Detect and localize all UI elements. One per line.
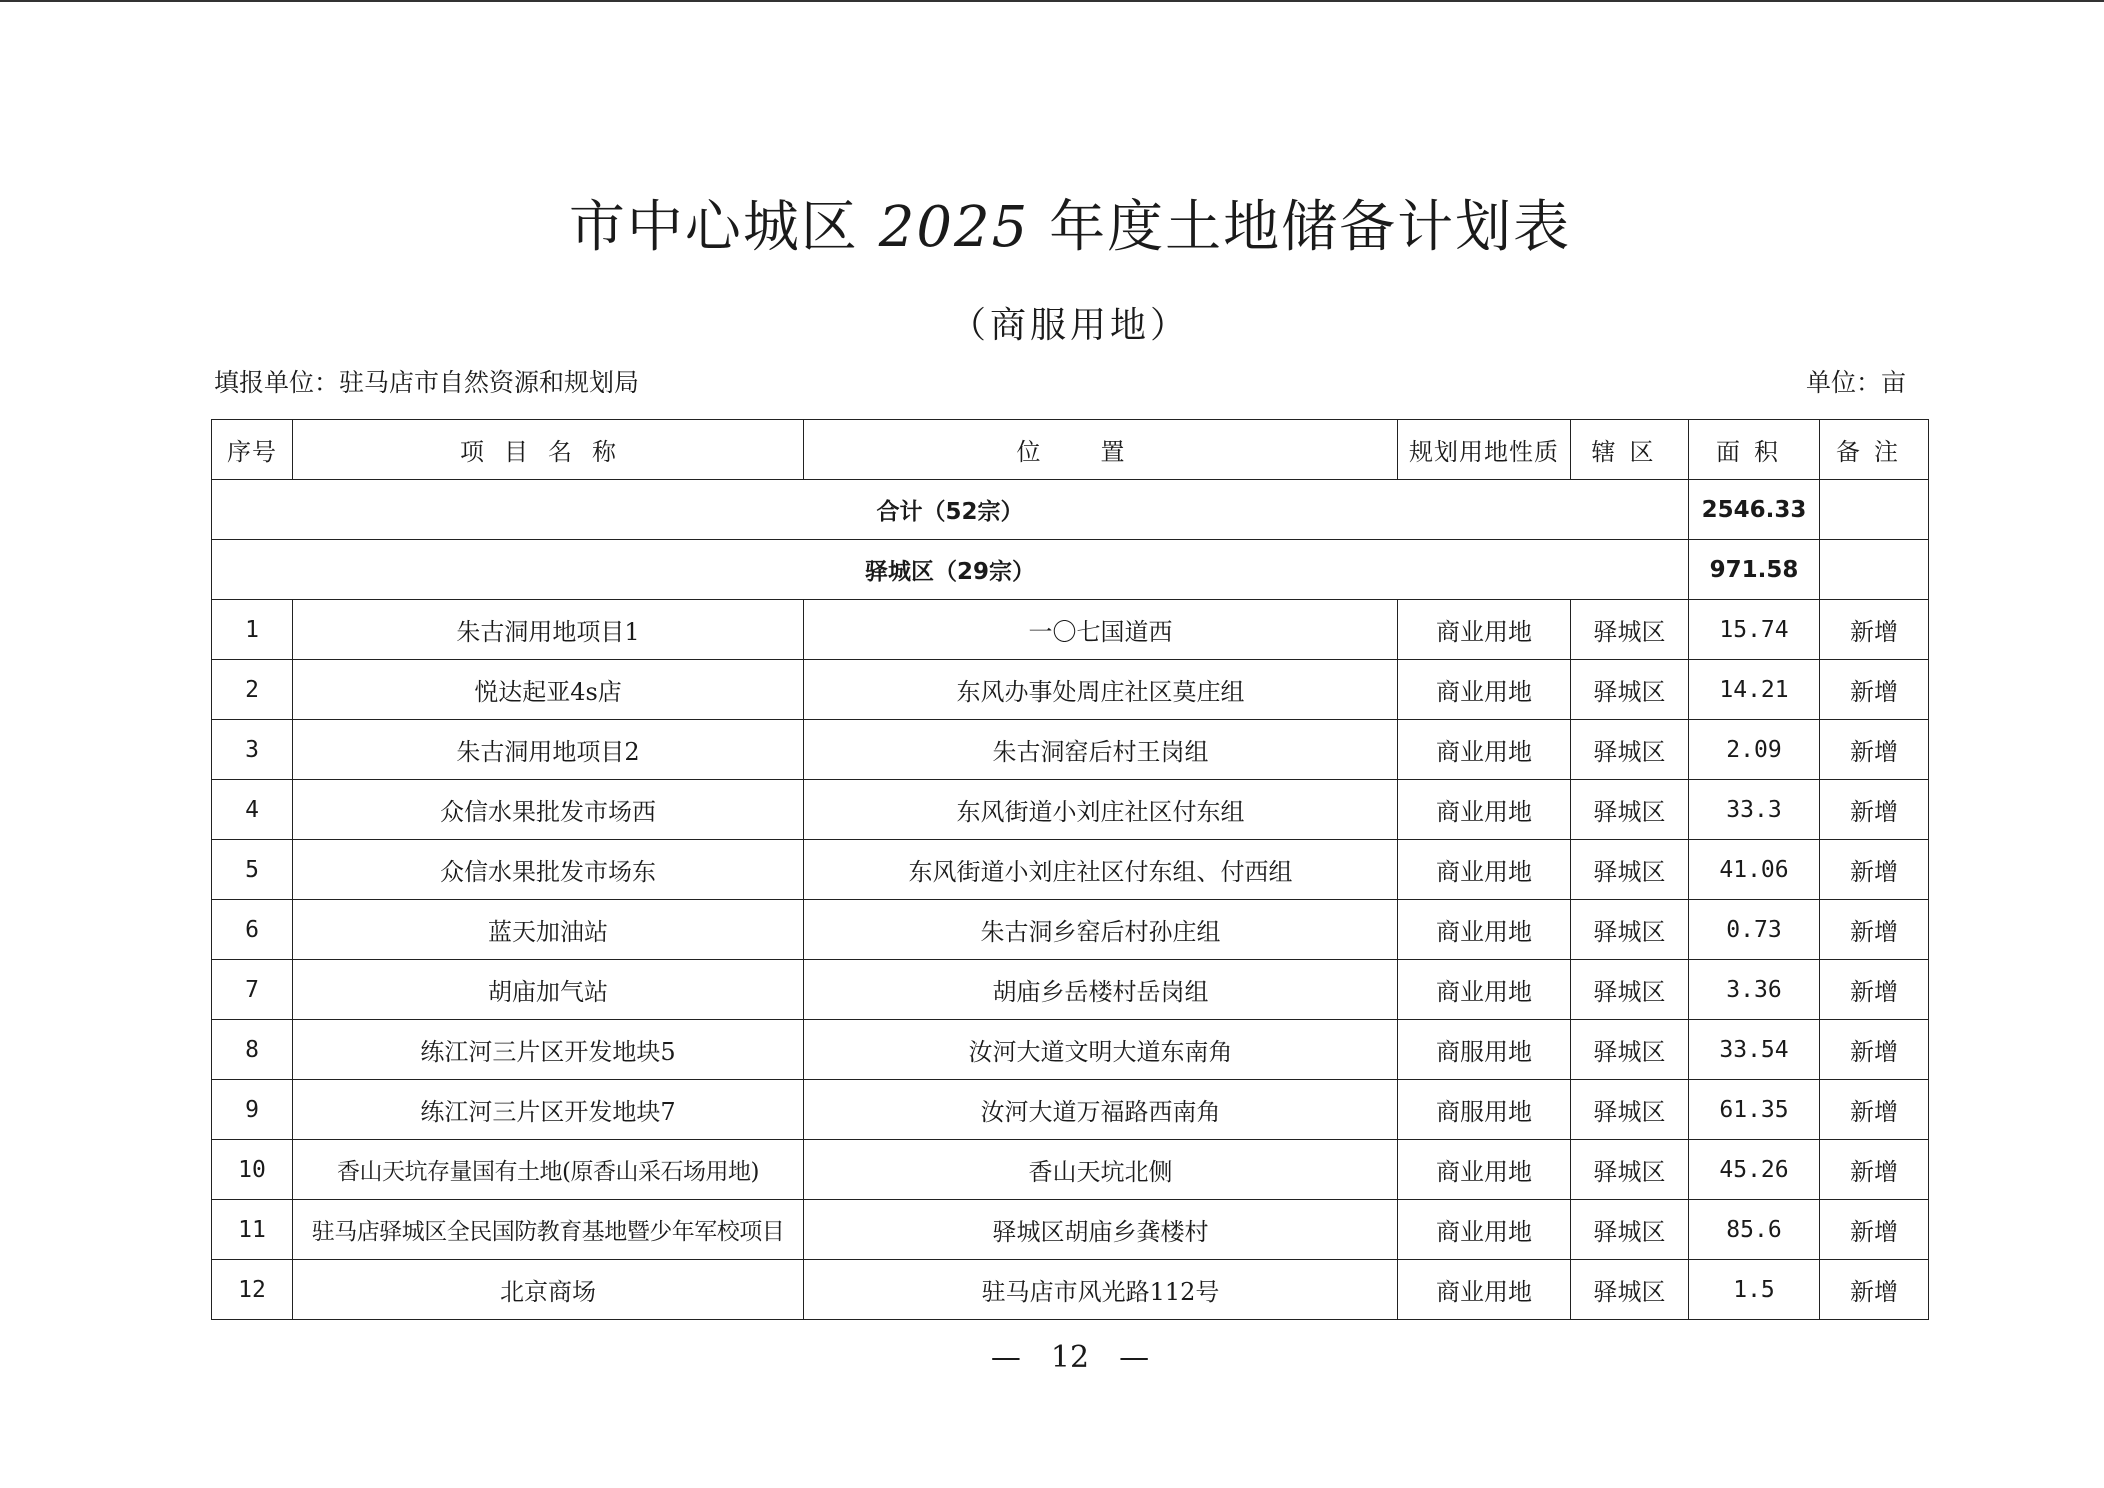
cell-area: 85.6 — [1689, 1200, 1820, 1260]
cell-note: 新增 — [1820, 960, 1929, 1020]
cell-note: 新增 — [1820, 1260, 1929, 1320]
cell-area: 0.73 — [1689, 900, 1820, 960]
cell-district: 驿城区 — [1571, 840, 1689, 900]
cell-no: 4 — [212, 780, 293, 840]
district-note — [1820, 540, 1929, 600]
cell-name: 驻马店驿城区全民国防教育基地暨少年军校项目 — [293, 1200, 804, 1260]
cell-type: 商服用地 — [1398, 1020, 1571, 1080]
district-area: 971.58 — [1689, 540, 1820, 600]
cell-area: 3.36 — [1689, 960, 1820, 1020]
filing-unit: 填报单位：驻马店市自然资源和规划局 — [214, 368, 640, 397]
cell-location: 一〇七国道西 — [804, 600, 1398, 660]
cell-note: 新增 — [1820, 840, 1929, 900]
table-row — [212, 600, 1929, 660]
cell-type: 商业用地 — [1398, 900, 1571, 960]
cell-location: 东风街道小刘庄社区付东组 — [804, 780, 1398, 840]
header-area: 面积 — [1689, 420, 1820, 480]
table-row — [212, 1020, 1929, 1080]
cell-location: 东风街道小刘庄社区付东组、付西组 — [804, 840, 1398, 900]
cell-district: 驿城区 — [1571, 720, 1689, 780]
cell-no: 11 — [212, 1200, 293, 1260]
cell-type: 商业用地 — [1398, 1260, 1571, 1320]
cell-area: 61.35 — [1689, 1080, 1820, 1140]
table-row — [212, 840, 1929, 900]
cell-type: 商业用地 — [1398, 600, 1571, 660]
cell-name: 众信水果批发市场西 — [293, 780, 804, 840]
title-year: 2025 — [878, 195, 1030, 260]
cell-name: 朱古洞用地项目2 — [293, 720, 804, 780]
district-label: 驿城区（29宗） — [212, 540, 1689, 600]
cell-location: 朱古洞窑后村王岗组 — [804, 720, 1398, 780]
title-prefix: 市中心城区 — [568, 195, 859, 260]
cell-note: 新增 — [1820, 720, 1929, 780]
cell-note: 新增 — [1820, 1020, 1929, 1080]
cell-district: 驿城区 — [1571, 660, 1689, 720]
cell-no: 5 — [212, 840, 293, 900]
cell-no: 2 — [212, 660, 293, 720]
cell-type: 商业用地 — [1398, 840, 1571, 900]
cell-no: 9 — [212, 1080, 293, 1140]
cell-area: 2.09 — [1689, 720, 1820, 780]
cell-name: 北京商场 — [293, 1260, 804, 1320]
header-district: 辖区 — [1571, 420, 1689, 480]
cell-note: 新增 — [1820, 780, 1929, 840]
measurement-unit: 单位：亩 — [1806, 368, 1907, 397]
cell-no: 8 — [212, 1020, 293, 1080]
cell-location: 汝河大道万福路西南角 — [804, 1080, 1398, 1140]
header-note: 备注 — [1820, 420, 1929, 480]
total-row — [212, 480, 1929, 540]
table-row — [212, 780, 1929, 840]
cell-name: 众信水果批发市场东 — [293, 840, 804, 900]
cell-district: 驿城区 — [1571, 900, 1689, 960]
page-subtitle: （商服用地） — [949, 305, 1190, 346]
cell-district: 驿城区 — [1571, 1020, 1689, 1080]
cell-location: 驿城区胡庙乡龚楼村 — [804, 1200, 1398, 1260]
header-no: 序号 — [212, 420, 293, 480]
table-row — [212, 1140, 1929, 1200]
page-title — [0, 190, 2104, 266]
cell-district: 驿城区 — [1571, 1080, 1689, 1140]
cell-location: 驻马店市风光路112号 — [804, 1260, 1398, 1320]
cell-name: 练江河三片区开发地块5 — [293, 1020, 804, 1080]
cell-type: 商业用地 — [1398, 960, 1571, 1020]
cell-district: 驿城区 — [1571, 1260, 1689, 1320]
cell-district: 驿城区 — [1571, 780, 1689, 840]
cell-note: 新增 — [1820, 1080, 1929, 1140]
cell-area: 14.21 — [1689, 660, 1820, 720]
cell-name: 胡庙加气站 — [293, 960, 804, 1020]
cell-location: 胡庙乡岳楼村岳岗组 — [804, 960, 1398, 1020]
header-location: 位置 — [804, 420, 1398, 480]
total-label: 合计（52宗） — [212, 480, 1689, 540]
cell-note: 新增 — [1820, 660, 1929, 720]
cell-no: 6 — [212, 900, 293, 960]
page-number: — 12 — — [990, 1340, 1150, 1375]
cell-type: 商业用地 — [1398, 780, 1571, 840]
header-name: 项目名称 — [293, 420, 804, 480]
page-top-border — [0, 0, 2104, 2]
cell-district: 驿城区 — [1571, 600, 1689, 660]
table-header-row — [212, 420, 1929, 480]
cell-type: 商业用地 — [1398, 1140, 1571, 1200]
cell-name: 练江河三片区开发地块7 — [293, 1080, 804, 1140]
cell-location: 东风办事处周庄社区莫庄组 — [804, 660, 1398, 720]
table-row — [212, 900, 1929, 960]
table-row — [212, 1080, 1929, 1140]
cell-area: 1.5 — [1689, 1260, 1820, 1320]
cell-area: 15.74 — [1689, 600, 1820, 660]
cell-name: 蓝天加油站 — [293, 900, 804, 960]
cell-note: 新增 — [1820, 1140, 1929, 1200]
table-row — [212, 1260, 1929, 1320]
cell-name: 香山天坑存量国有土地(原香山采石场用地) — [293, 1140, 804, 1200]
cell-area: 33.3 — [1689, 780, 1820, 840]
cell-no: 3 — [212, 720, 293, 780]
cell-location: 汝河大道文明大道东南角 — [804, 1020, 1398, 1080]
cell-district: 驿城区 — [1571, 1140, 1689, 1200]
table-row — [212, 1200, 1929, 1260]
land-reserve-table — [211, 419, 1929, 1320]
cell-note: 新增 — [1820, 1200, 1929, 1260]
table-row — [212, 660, 1929, 720]
cell-no: 1 — [212, 600, 293, 660]
cell-no: 12 — [212, 1260, 293, 1320]
cell-district: 驿城区 — [1571, 960, 1689, 1020]
title-suffix: 年度土地储备计划表 — [1049, 195, 1572, 260]
cell-type: 商服用地 — [1398, 1080, 1571, 1140]
cell-type: 商业用地 — [1398, 720, 1571, 780]
cell-location: 香山天坑北侧 — [804, 1140, 1398, 1200]
total-note — [1820, 480, 1929, 540]
cell-area: 33.54 — [1689, 1020, 1820, 1080]
table-row — [212, 960, 1929, 1020]
cell-type: 商业用地 — [1398, 660, 1571, 720]
cell-name: 朱古洞用地项目1 — [293, 600, 804, 660]
cell-note: 新增 — [1820, 600, 1929, 660]
district-subtotal-row — [212, 540, 1929, 600]
cell-area: 41.06 — [1689, 840, 1820, 900]
cell-name: 悦达起亚4s店 — [293, 660, 804, 720]
cell-type: 商业用地 — [1398, 1200, 1571, 1260]
cell-no: 7 — [212, 960, 293, 1020]
cell-location: 朱古洞乡窑后村孙庄组 — [804, 900, 1398, 960]
cell-note: 新增 — [1820, 900, 1929, 960]
total-area: 2546.33 — [1689, 480, 1820, 540]
cell-district: 驿城区 — [1571, 1200, 1689, 1260]
header-type: 规划用地性质 — [1398, 420, 1571, 480]
cell-no: 10 — [212, 1140, 293, 1200]
table-row — [212, 720, 1929, 780]
cell-area: 45.26 — [1689, 1140, 1820, 1200]
